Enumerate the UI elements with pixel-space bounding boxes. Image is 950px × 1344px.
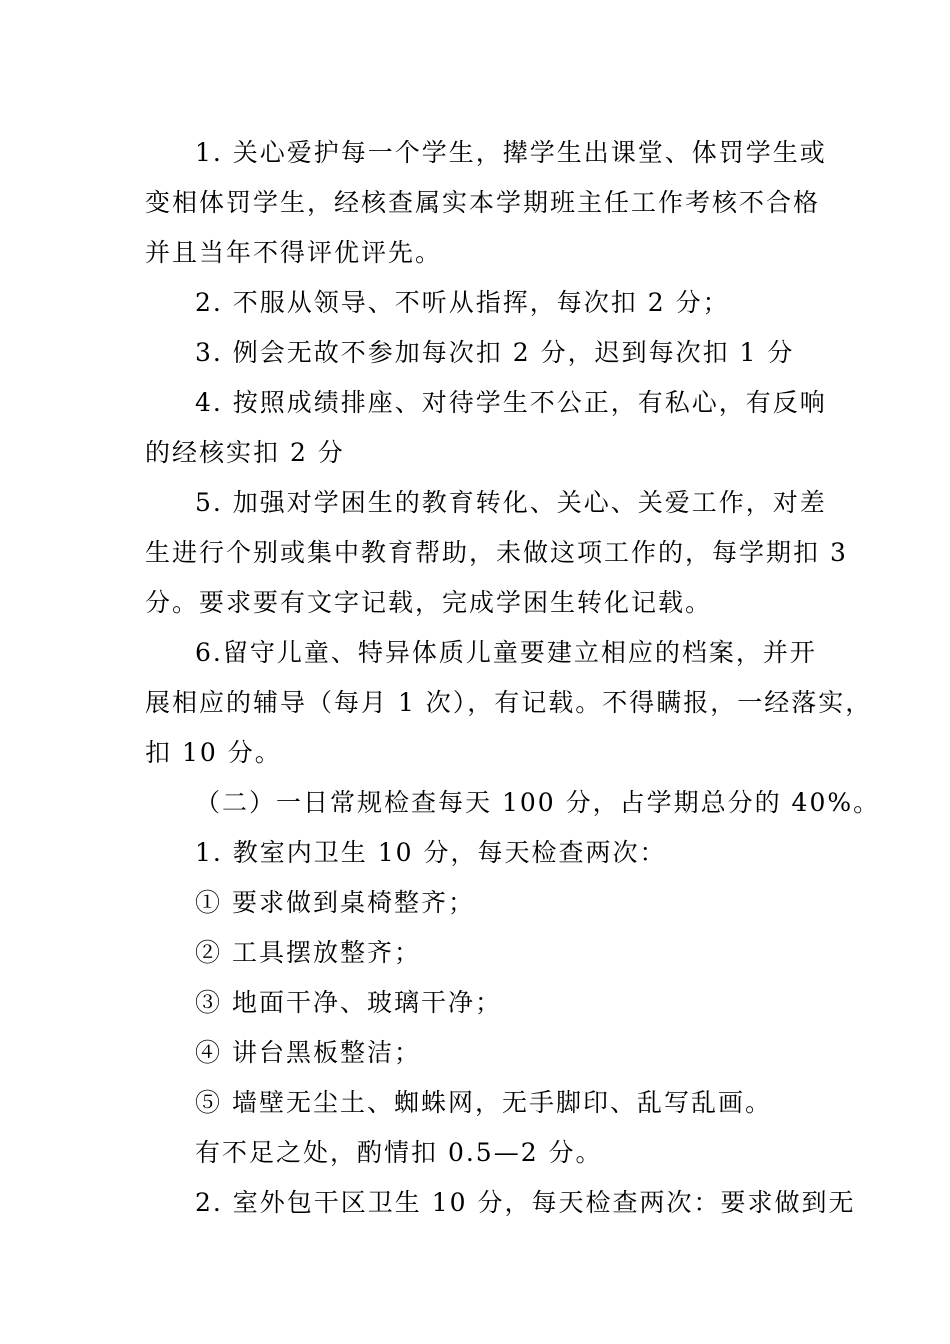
section-heading: （二）一日常规检查每天 100 分，占学期总分的 40%。 [195,788,881,817]
text-line: 扣 10 分。 [145,738,282,767]
text-line: 生进行个别或集中教育帮助，未做这项工作的，每学期扣 3 [145,538,848,567]
text-line: 2. 不服从领导、不听从指挥，每次扣 2 分； [195,288,730,317]
text-line: 展相应的辅导（每月 1 次），有记载。不得瞒报，一经落实， [145,688,873,717]
text-line: 1. 关心爱护每一个学生，撵学生出课堂、体罚学生或 [195,138,827,167]
text-line: 有不足之处，酌情扣 0.5—2 分。 [195,1138,603,1167]
list-item: ⑤ 墙壁无尘土、蜘蛛网，无手脚印、乱写乱画。 [195,1088,772,1117]
list-item: ② 工具摆放整齐； [195,938,421,967]
text-line: 2. 室外包干区卫生 10 分，每天检查两次：要求做到无 [195,1188,856,1217]
text-line: 3. 例会无故不参加每次扣 2 分，迟到每次扣 1 分 [195,338,795,367]
text-line: 5. 加强对学困生的教育转化、关心、关爱工作，对差 [195,488,827,517]
text-line: 并且当年不得评优评先。 [145,238,443,267]
text-line: 4. 按照成绩排座、对待学生不公正，有私心，有反响 [195,388,827,417]
list-item: ① 要求做到桌椅整齐； [195,888,475,917]
text-line: 分。要求要有文字记载，完成学困生转化记载。 [145,588,713,617]
text-line: 变相体罚学生，经核查属实本学期班主任工作考核不合格 [145,188,821,217]
list-item: ③ 地面干净、玻璃干净； [195,988,502,1017]
text-line: 的经核实扣 2 分 [145,438,345,467]
text-line: 6.留守儿童、特异体质儿童要建立相应的档案，并开 [195,638,817,667]
list-item: ④ 讲台黑板整洁； [195,1038,421,1067]
text-line: 1. 教室内卫生 10 分，每天检查两次： [195,838,667,867]
